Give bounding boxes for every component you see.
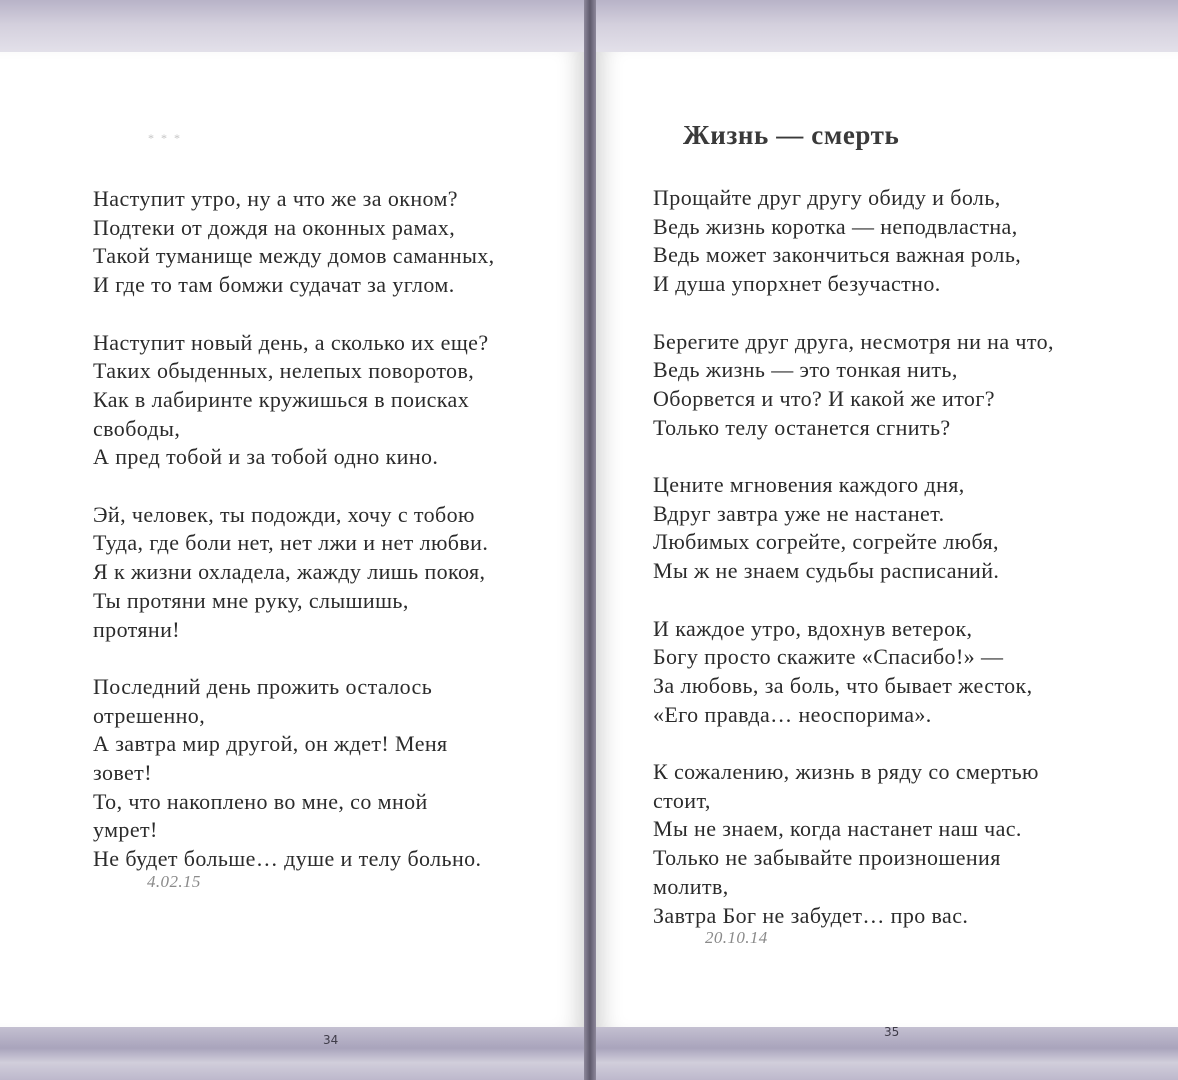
- poem-line: Завтра Бог не забудет… про вас.: [653, 902, 969, 928]
- poem-line: Ты протяни мне руку, слышишь,: [93, 587, 409, 613]
- poem-line: Берегите друг друга, несмотря ни на что,: [653, 328, 1054, 354]
- poem-stanza: [653, 471, 1158, 586]
- page-number-left: 34: [323, 1033, 339, 1047]
- poem-stanza: [93, 185, 573, 300]
- poem-line: А пред тобой и за тобой одно кино.: [93, 444, 439, 470]
- poem-line: И каждое утро, вдохнув ветерок,: [653, 615, 973, 641]
- poem-line: стоит,: [653, 787, 711, 813]
- poem-stanza: [93, 329, 573, 473]
- poem-line: свободы,: [93, 415, 181, 441]
- poem-line: Только не забывайте произношения: [653, 845, 1001, 871]
- right-poem: [653, 184, 1158, 949]
- poem-line: Мы ж не знаем судьбы расписаний.: [653, 558, 1000, 584]
- poem-stanza: [653, 758, 1158, 930]
- poem-line: умрет!: [93, 817, 158, 843]
- poem-line: Наступит новый день, а сколько их еще?: [93, 329, 489, 355]
- poem-line: И душа упорхнет безучастно.: [653, 271, 941, 297]
- poem-line: Не будет больше… душе и телу больно.: [93, 846, 482, 872]
- poem-line: Ведь может закончиться важная роль,: [653, 242, 1022, 268]
- poem-line: Такой туманище между домов саманных,: [93, 243, 495, 269]
- poem-line: Только телу останется сгнить?: [653, 414, 951, 440]
- poem-line: Богу просто скажите «Спасибо!» —: [653, 644, 1004, 670]
- poem-line: «Его правда… неоспорима».: [653, 701, 932, 727]
- poem-line: Последний день прожить осталось: [93, 673, 433, 699]
- left-poem: [93, 185, 573, 893]
- poem-line: Прощайте друг другу обиду и боль,: [653, 185, 1001, 210]
- poem-line: То, что накоплено во мне, со мной: [93, 788, 428, 814]
- poem-line: Наступит утро, ну а что же за окном?: [93, 186, 458, 211]
- poem-line: Я к жизни охладела, жажду лишь покоя,: [93, 559, 486, 585]
- poem-line: Таких обыденных, нелепых поворотов,: [93, 358, 475, 384]
- poem-stanza: [93, 501, 573, 645]
- poem-line: Оборвется и что? И какой же итог?: [653, 385, 995, 411]
- poem-line: Туда, где боли нет, нет лжи и нет любви.: [93, 530, 489, 556]
- poem-line: Эй, человек, ты подожди, хочу с тобою: [93, 501, 475, 527]
- poem-date: 4.02.15: [147, 871, 201, 891]
- poem-line: Ведь жизнь — это тонкая нить,: [653, 357, 958, 383]
- poem-line: отрешенно,: [93, 702, 206, 728]
- poem-line: Вдруг завтра уже не настанет.: [653, 500, 945, 526]
- book-gutter: [584, 0, 596, 1080]
- poem-line: Цените мгновения каждого дня,: [653, 472, 965, 497]
- poem-stanza: [653, 328, 1158, 443]
- poem-title: Жизнь — смерть: [683, 120, 900, 150]
- poem-line: Как в лабиринте кружишься в поисках: [93, 386, 470, 412]
- poem-stanza: [653, 615, 1158, 730]
- poem-line: Любимых согрейте, согрейте любя,: [653, 529, 999, 555]
- poem-stanza: [653, 184, 1158, 299]
- poem-date: 20.10.14: [705, 928, 768, 948]
- poem-line: Ведь жизнь коротка — неподвластна,: [653, 213, 1018, 239]
- poem-stanza: [93, 673, 573, 874]
- poem-line: Подтеки от дождя на оконных рамах,: [93, 214, 456, 240]
- poem-line: К сожалению, жизнь в ряду со смертью: [653, 759, 1039, 784]
- poem-line: молитв,: [653, 873, 729, 899]
- poem-line: зовет!: [93, 760, 152, 786]
- poem-line: И где то там бомжи судачат за углом.: [93, 272, 455, 298]
- page-number-right: 35: [884, 1025, 900, 1039]
- poem-line: протяни!: [93, 616, 180, 642]
- poem-line: А завтра мир другой, он ждет! Меня: [93, 731, 448, 757]
- top-ornament-mark: * * *: [148, 131, 182, 145]
- poem-line: Мы не знаем, когда настанет наш час.: [653, 816, 1022, 842]
- poem-line: За любовь, за боль, что бывает жесток,: [653, 672, 1033, 698]
